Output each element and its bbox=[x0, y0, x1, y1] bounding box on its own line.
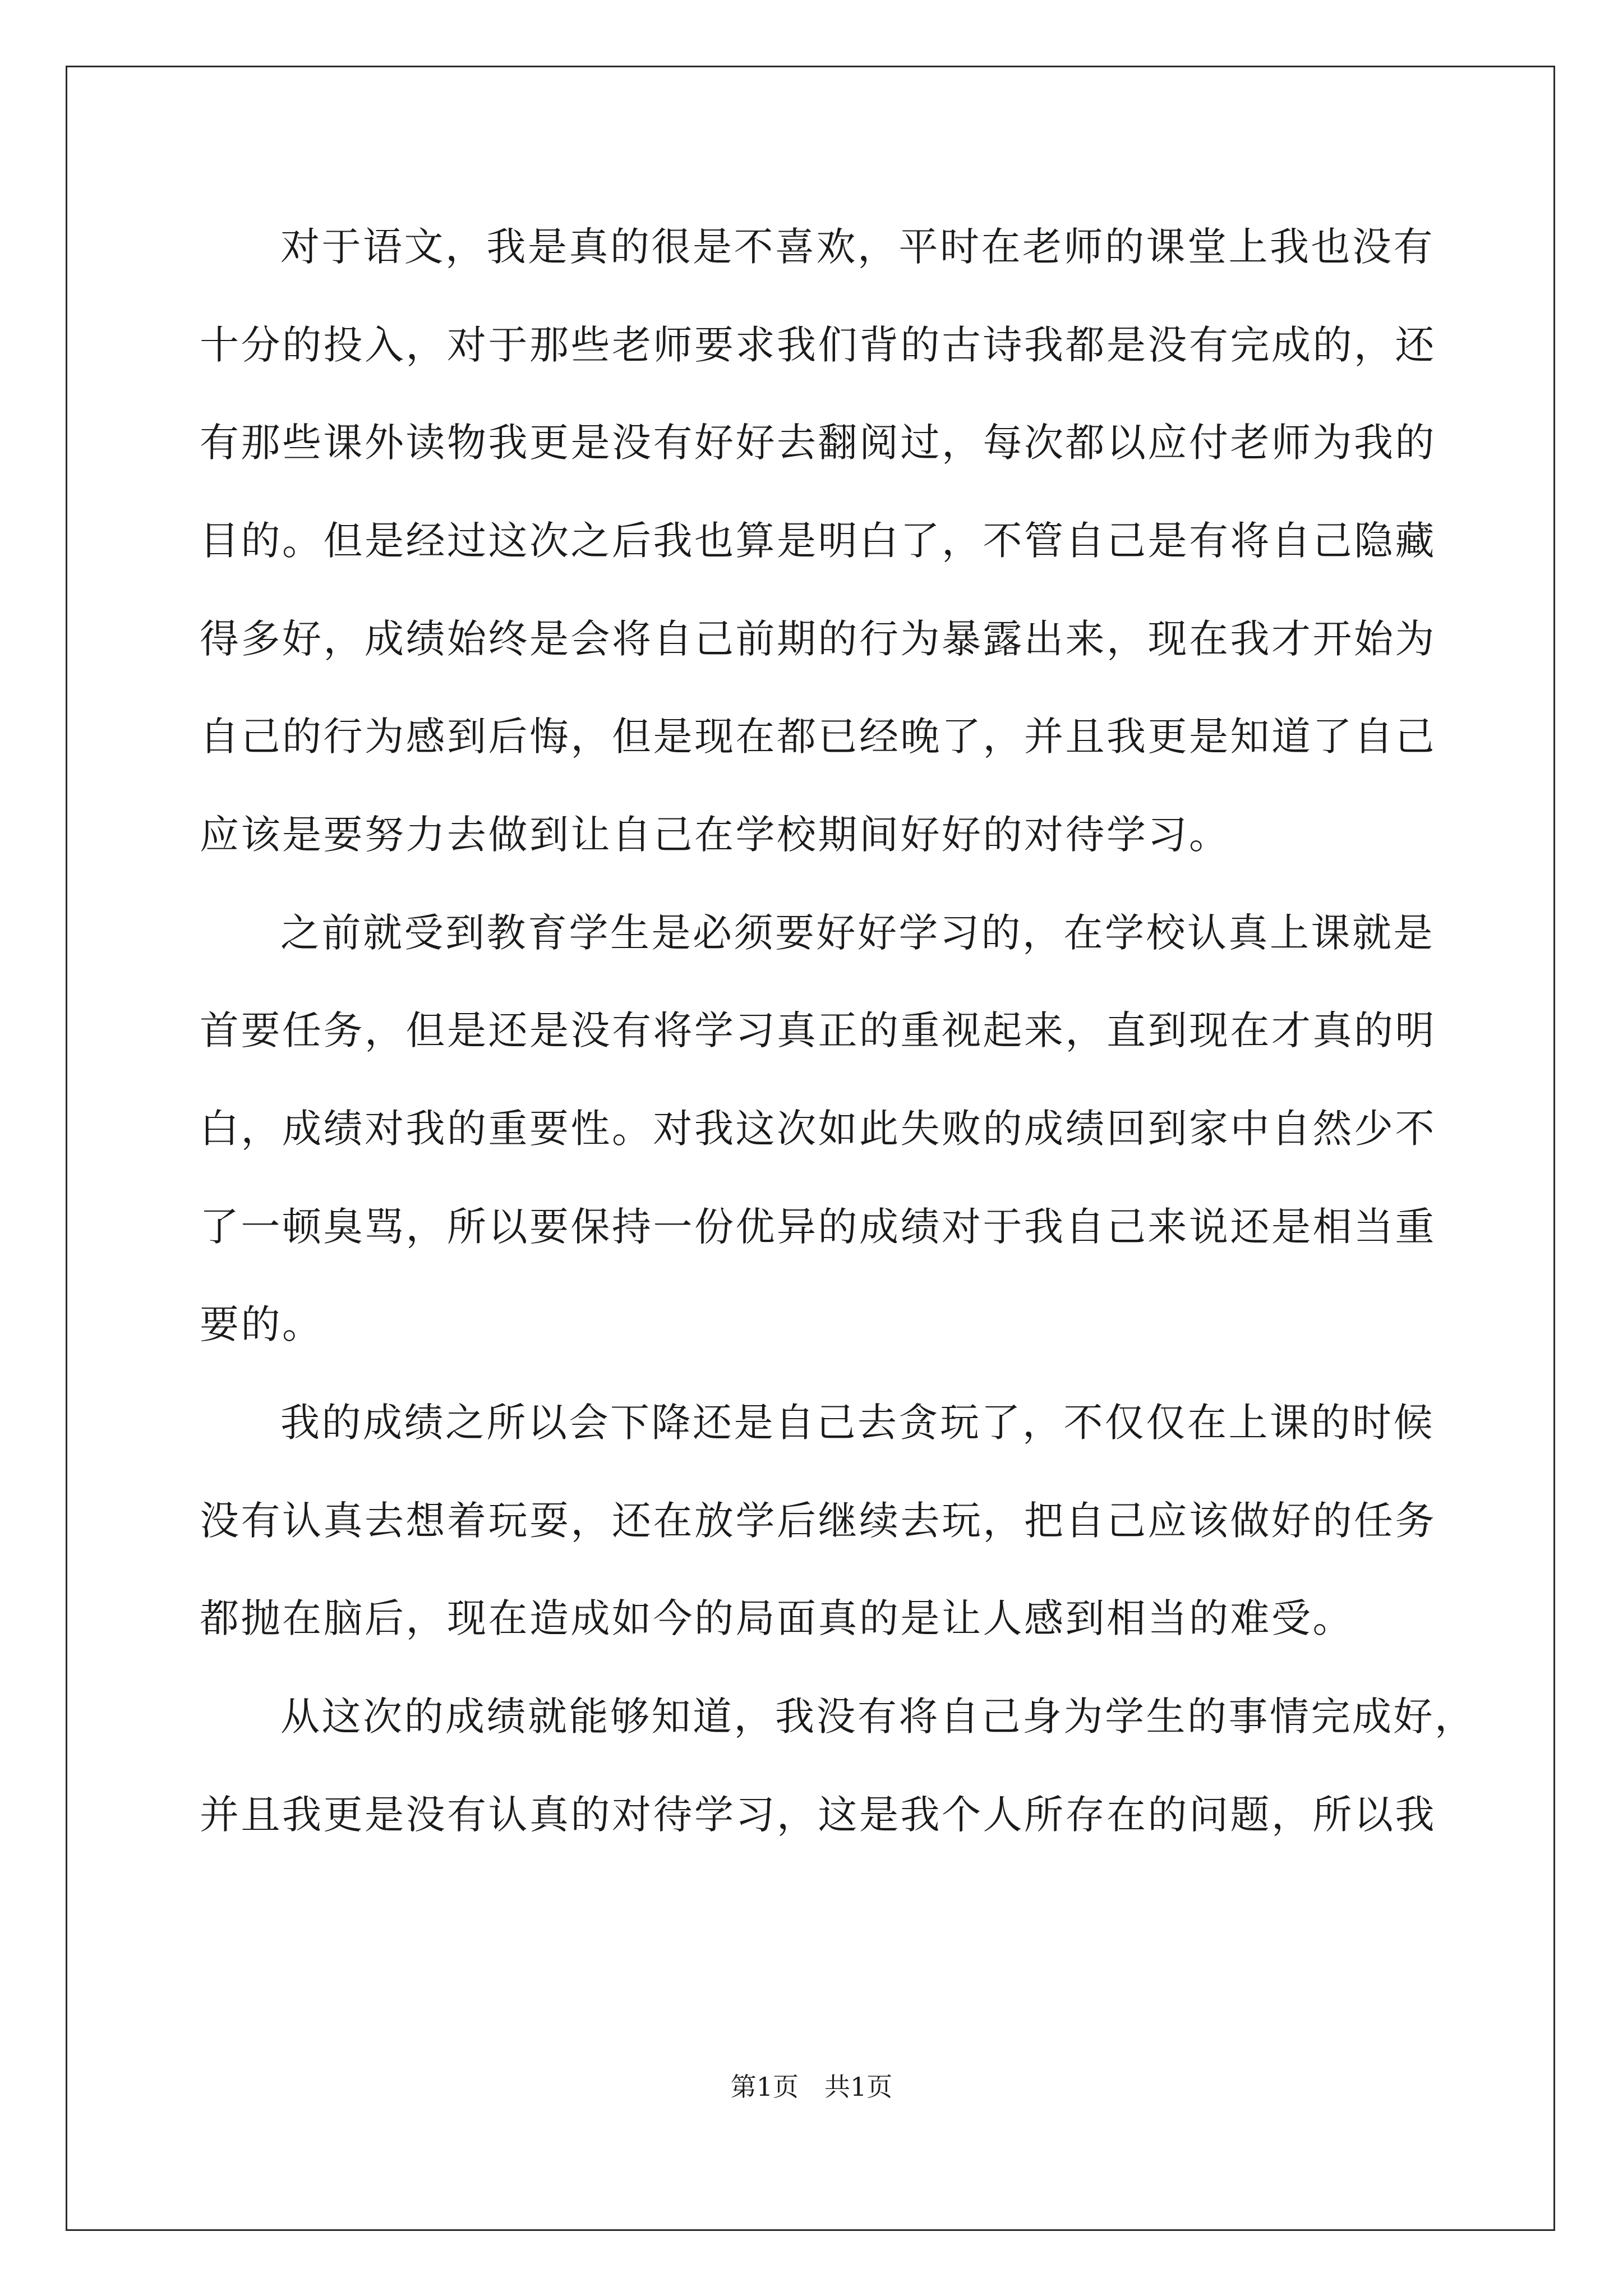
paragraph-line: 有那些课外读物我更是没有好好去翻阅过，每次都以应付老师为我的 bbox=[200, 420, 1436, 466]
paragraph-line: 首要任务，但是还是没有将学习真正的重视起来，直到现在才真的明 bbox=[200, 1007, 1436, 1053]
page-footer bbox=[0, 2070, 1623, 2104]
paragraph-line: 我的成绩之所以会下降还是自己去贪玩了，不仅仅在上课的时候 bbox=[280, 1400, 1435, 1446]
paragraph-line: 之前就受到教育学生是必须要好好学习的，在学校认真上课就是 bbox=[280, 910, 1435, 956]
paragraph-line: 十分的投入，对于那些老师要求我们背的古诗我都是没有完成的，还 bbox=[200, 322, 1436, 368]
paragraph-line: 应该是要努力去做到让自己在学校期间好好的对待学习。 bbox=[200, 812, 1230, 858]
paragraph-line: 自己的行为感到后悔，但是现在都已经晚了，并且我更是知道了自己 bbox=[200, 714, 1436, 760]
paragraph-line: 从这次的成绩就能够知道，我没有将自己身为学生的事情完成好， bbox=[280, 1694, 1476, 1740]
paragraph-line: 白，成绩对我的重要性。对我这次如此失败的成绩回到家中自然少不 bbox=[200, 1106, 1436, 1152]
paragraph-line: 目的。但是经过这次之后我也算是明白了，不管自己是有将自己隐藏 bbox=[200, 518, 1436, 564]
page-number: 第1页 bbox=[730, 2072, 799, 2102]
paragraph-line: 对于语文，我是真的很是不喜欢，平时在老师的课堂上我也没有 bbox=[280, 224, 1435, 270]
paragraph-line: 没有认真去想着玩耍，还在放学后继续去玩，把自己应该做好的任务 bbox=[200, 1498, 1436, 1544]
paragraph-line: 都抛在脑后，现在造成如今的局面真的是让人感到相当的难受。 bbox=[200, 1595, 1354, 1641]
page-total: 共1页 bbox=[824, 2072, 893, 2102]
paragraph-line: 并且我更是没有认真的对待学习，这是我个人所存在的问题，所以我 bbox=[200, 1792, 1436, 1838]
paragraph-line: 了一顿臭骂，所以要保持一份优异的成绩对于我自己来说还是相当重 bbox=[200, 1204, 1436, 1250]
paragraph-line: 得多好，成绩始终是会将自己前期的行为暴露出来，现在我才开始为 bbox=[200, 616, 1436, 662]
paragraph-line: 要的。 bbox=[200, 1301, 324, 1347]
